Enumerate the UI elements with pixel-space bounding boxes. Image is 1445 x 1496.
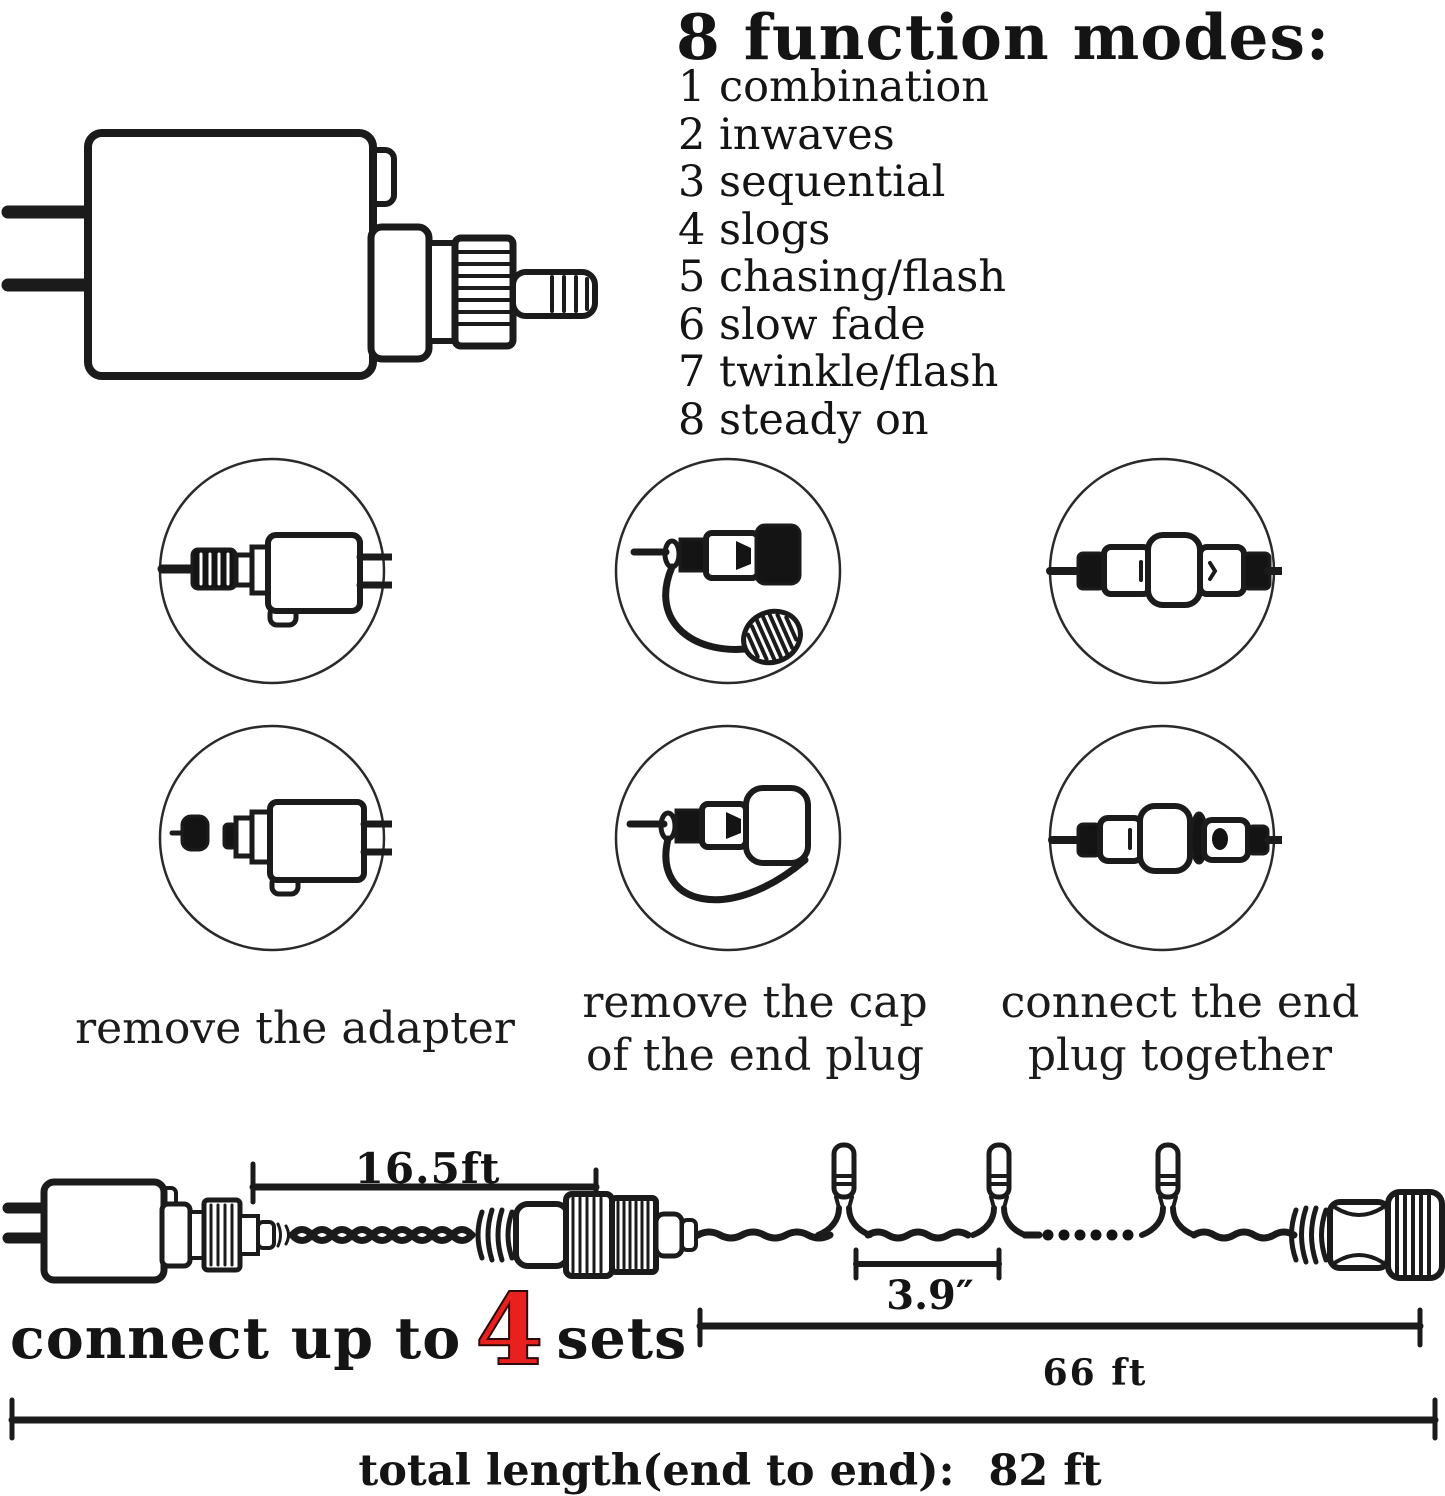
- mode-item-2: 2 inwaves: [678, 109, 895, 160]
- led-bulb-1: [818, 1145, 870, 1235]
- inline-connector: [478, 1194, 696, 1276]
- connect-note: [10, 1273, 688, 1388]
- dim-label-lighted-length: 66 ft: [1042, 1352, 1148, 1394]
- dim-bracket-66ft: [700, 1310, 1420, 1345]
- string-adapter: [8, 1182, 289, 1280]
- wire-run-1: [698, 1232, 830, 1238]
- connect-note-suffix: sets: [556, 1305, 688, 1372]
- light-string-diagram: [0, 1100, 1445, 1494]
- barrel-step-2: [429, 243, 455, 341]
- dim-label-bulb-spacing: 3.9″: [886, 1272, 974, 1319]
- dim-label-section-length: 16.5ft: [354, 1144, 501, 1193]
- step-cap-removed-icon: [608, 718, 848, 958]
- wire-run-2: [868, 1232, 968, 1238]
- knurled-nut: [455, 238, 513, 346]
- mode-item-8: 8 steady on: [678, 394, 929, 445]
- function-modes-list: [678, 64, 1006, 444]
- connect-note-prefix: connect up to: [10, 1305, 462, 1372]
- mode-item-4: 4 slogs: [678, 204, 831, 255]
- wire-run-3: [1194, 1232, 1294, 1238]
- mode-item-5: 5 chasing/flash: [678, 252, 1007, 302]
- caption-remove-cap: remove the cap of the end plug: [582, 977, 928, 1081]
- step-adapter-attached-icon: [152, 451, 392, 691]
- dim-bracket-total: [12, 1400, 1435, 1438]
- total-length-label: total length(end to end):: [358, 1446, 955, 1496]
- nut-threads: [459, 252, 509, 324]
- mode-item-3: 3 sequential: [678, 157, 946, 207]
- twisted-wire: [292, 1230, 472, 1241]
- total-length-value: 82 ft: [988, 1446, 1102, 1496]
- barrel-step-1: [371, 227, 429, 359]
- step-plugs-joining-icon: [1042, 718, 1282, 958]
- mode-item-6: 6 slow fade: [678, 299, 926, 350]
- step-plugs-connected-icon: [1042, 451, 1282, 691]
- continuation-dots: [1043, 1230, 1134, 1241]
- led-bulb-2: [973, 1145, 1025, 1235]
- end-plug: [1292, 1192, 1443, 1278]
- step-adapter-removed-icon: [152, 718, 392, 958]
- mode-item-7: 7 twinkle/flash: [678, 347, 999, 397]
- caption-connect-end-plug: connect the end plug together: [1000, 977, 1360, 1081]
- power-adapter-icon: [0, 60, 660, 430]
- mode-item-1: 1 combination: [678, 62, 989, 112]
- adapter-body: [88, 133, 373, 376]
- connect-note-count: 4: [475, 1273, 545, 1388]
- led-bulb-3: [1142, 1145, 1194, 1235]
- total-length-line: [170, 1446, 1290, 1496]
- caption-remove-adapter: remove the adapter: [75, 1003, 515, 1054]
- step-end-plug-capped-icon: [608, 451, 848, 691]
- function-modes-heading: 8 function modes:: [676, 0, 1331, 74]
